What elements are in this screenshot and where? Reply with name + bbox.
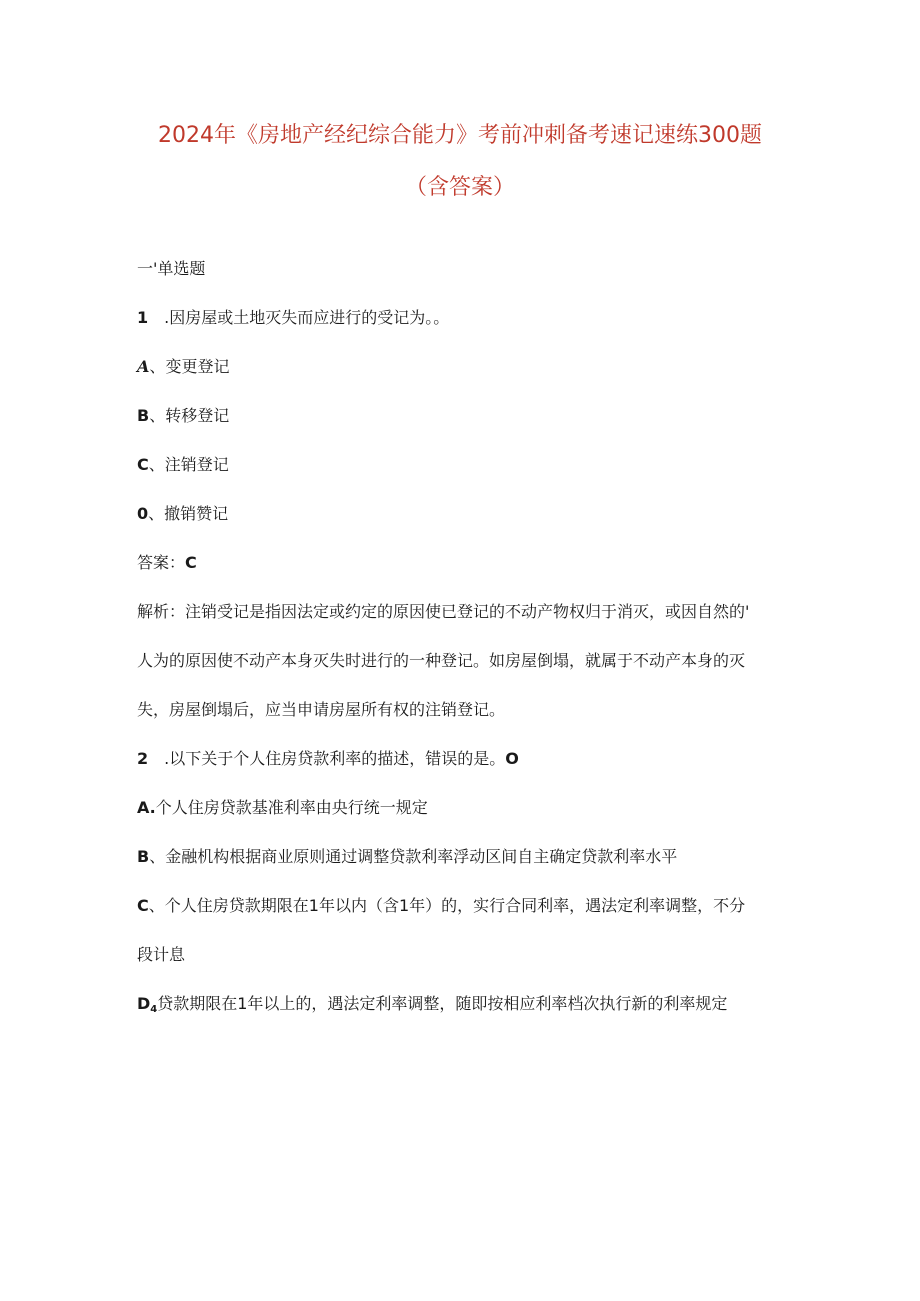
- question-1-option-a: [137, 356, 229, 378]
- question-1-analysis-line-2: 人为的原因使不动产本身灭失时进行的一种登记。如房屋倒塌，就属于不动产本身的灭: [137, 651, 746, 670]
- option-letter: C: [137, 455, 149, 474]
- answer-value: C: [185, 553, 197, 572]
- answer-label: 答案：: [137, 553, 186, 572]
- question-1-number: 1: [137, 308, 149, 327]
- question-1-analysis-line-1: 解析：注销受记是指因法定或约定的原因使已登记的不动产物权归于消灭，或因自然的': [137, 602, 750, 621]
- option-text: 个人住房贷款基准利率由央行统一规定: [155, 798, 428, 817]
- question-1-analysis-line-3: 失，房屋倒塌后，应当申请房屋所有权的注销登记。: [137, 700, 506, 719]
- option-letter: 0: [137, 504, 149, 523]
- question-2-option-d: [137, 993, 727, 1021]
- option-text: 注销登记: [164, 455, 229, 474]
- question-1-option-b: [137, 405, 229, 427]
- option-text: 金融机构根据商业原则通过调整贷款利率浮动区间自主确定贷款利率水平: [165, 847, 678, 866]
- question-2-stem: .以下关于个人住房贷款利率的描述，错误的是。: [164, 749, 506, 768]
- option-separator: 、: [149, 847, 166, 866]
- document-title-line1: 2024年《房地产经纪综合能力》考前冲刺备考速记速练300题: [158, 123, 762, 148]
- section-heading: 一'单选题: [137, 259, 206, 278]
- question-1-answer: [137, 552, 197, 574]
- option-text: 变更登记: [165, 357, 230, 376]
- option-separator: 、: [149, 406, 166, 425]
- option-text: 撤销赞记: [164, 504, 229, 523]
- option-letter: A.: [137, 798, 156, 817]
- option-letter: A: [137, 357, 150, 376]
- option-letter-subscript: 4: [150, 1004, 158, 1015]
- option-letter: D: [137, 994, 151, 1013]
- option-separator: 、: [148, 896, 165, 915]
- option-text: 转移登记: [165, 406, 230, 425]
- question-1-stem: .因房屋或土地灭失而应进行的受记为。。: [164, 308, 450, 327]
- question-1-stem-row: [137, 307, 449, 329]
- option-letter: B: [137, 406, 150, 425]
- option-text: 贷款期限在1年以上的，遇法定利率调整，随即按相应利率档次执行新的利率规定: [157, 994, 728, 1013]
- document-title-line2: （含答案）: [404, 175, 515, 200]
- question-1-option-d: [137, 503, 228, 525]
- question-2-option-b: [137, 846, 677, 868]
- option-letter: C: [137, 896, 149, 915]
- question-2-stem-tail: O: [505, 749, 519, 768]
- question-1-option-c: [137, 454, 229, 476]
- question-2-option-a: [137, 797, 428, 819]
- option-letter: B: [137, 847, 150, 866]
- option-separator: 、: [149, 357, 166, 376]
- question-2-option-c: [137, 895, 745, 917]
- question-2-option-c-continued: 段计息: [137, 945, 186, 964]
- option-text: 个人住房贷款期限在1年以内（含1年）的，实行合同利率，遇法定利率调整，不分: [164, 896, 746, 915]
- question-2-number: 2: [137, 749, 149, 768]
- question-2-stem-row: [137, 748, 519, 770]
- option-separator: 、: [148, 504, 165, 523]
- option-separator: 、: [148, 455, 165, 474]
